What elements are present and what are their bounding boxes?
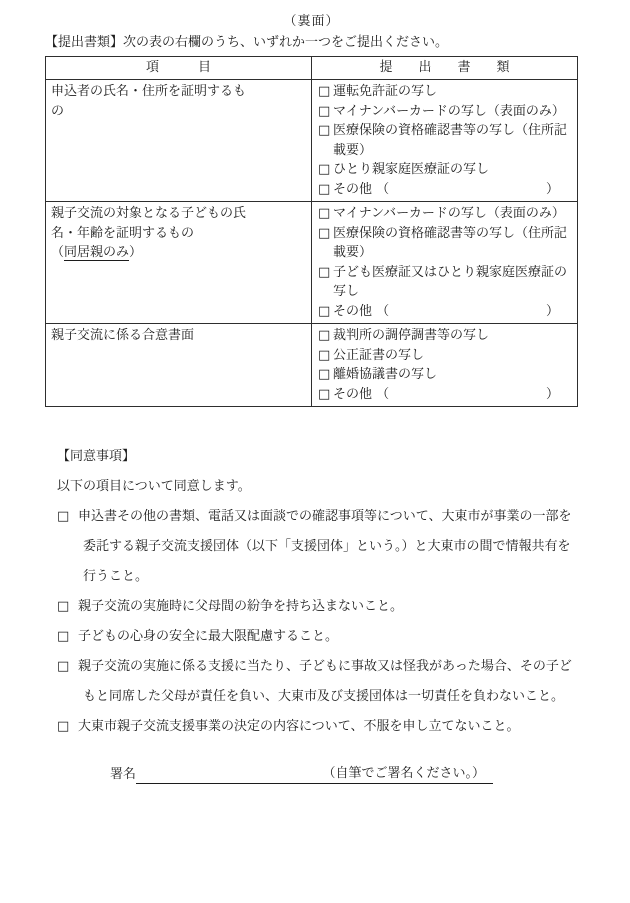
- checkbox-option: [318, 180, 573, 200]
- agreement-intro: 以下の項目について同意します。: [57, 479, 251, 494]
- checkbox-option: [318, 121, 573, 160]
- agreement-item-line: 子どもの心身の安全に最大限配慮すること。: [78, 629, 339, 644]
- checkbox-option-label: その他 （: [333, 181, 390, 197]
- submit-documents-heading: 【提出書類】次の表の右欄のうち、いずれか一つをご提出ください。: [45, 35, 449, 50]
- checkbox-icon: □: [318, 303, 331, 319]
- checkbox-icon: □: [57, 509, 70, 524]
- checkbox-option: [318, 302, 573, 322]
- table-row: [46, 202, 578, 324]
- checkbox-option-label: 運転免許証の写し: [333, 84, 438, 99]
- checkbox-option-label: その他 （: [333, 303, 390, 319]
- signature-blank-line: [136, 764, 493, 784]
- checkbox-icon: □: [318, 347, 331, 363]
- documents-cell: [312, 324, 578, 407]
- checkbox-icon: □: [318, 367, 331, 382]
- agreement-section: [45, 442, 578, 742]
- agreement-item: [57, 652, 578, 712]
- agreement-item-line: 申込書その他の書類、電話又は面談での確認事項等について、大東市が事業の一部を: [78, 509, 572, 524]
- checkbox-option-label: ひとり親家庭医療証の写し: [333, 162, 490, 177]
- signature-row: [110, 764, 578, 784]
- item-text: 親子交流の対象となる子どもの氏: [51, 206, 247, 221]
- checkbox-option-label: 離婚協議書の写し: [333, 367, 438, 382]
- item-cell: [46, 202, 312, 324]
- table-header: [46, 57, 578, 80]
- item-cell: [46, 324, 312, 407]
- agreement-item-text: [78, 652, 578, 712]
- checkbox-option: [318, 102, 573, 122]
- table-row: [46, 80, 578, 202]
- item-text: 名・年齢を証明するもの: [51, 225, 195, 241]
- signature-label: 署名: [110, 767, 137, 782]
- agreement-item-line: 大東市親子交流支援事業の決定の内容について、不服を申し立てないこと。: [78, 719, 520, 734]
- item-text: 申込者の氏名・住所を証明するも: [51, 84, 247, 99]
- documents-cell: [312, 202, 578, 324]
- checkbox-icon: □: [318, 264, 331, 280]
- agreement-item-text: [78, 622, 578, 652]
- checkbox-option-label: 子ども医療証又はひとり親家庭医療証の写し: [333, 264, 568, 299]
- blank-space: [389, 385, 546, 405]
- column-header-item: 項 目: [46, 57, 312, 80]
- agreement-item: [57, 592, 578, 622]
- checkbox-option-label: マイナンバーカードの写し（表面のみ）: [333, 103, 565, 119]
- close-paren: ）: [545, 303, 559, 319]
- item-text: 親子交流に係る合意書面: [51, 328, 195, 343]
- agreement-item: [57, 622, 578, 652]
- checkbox-option-label: マイナンバーカードの写し（表面のみ）: [333, 206, 565, 221]
- checkbox-icon: □: [318, 123, 331, 138]
- agreement-heading: 【同意事項】: [57, 449, 136, 464]
- agreement-item: [57, 712, 578, 742]
- agreement-item-line: もと同席した父母が責任を負い、大東市及び支援団体は一切責任を負わないこと。: [83, 689, 565, 704]
- checkbox-icon: □: [318, 206, 331, 221]
- checkbox-option: [318, 224, 573, 263]
- item-text: の: [51, 103, 65, 119]
- close-paren: ）: [545, 181, 559, 197]
- checkbox-icon: □: [57, 629, 70, 644]
- agreement-item-line: 委託する親子交流支援団体（以下「支援団体」という。）と大東市の間で情報共有を: [83, 539, 571, 554]
- checkbox-option: [318, 385, 573, 405]
- agreement-item-line: 親子交流の実施に係る支援に当たり、子どもに事故又は怪我があった場合、その子ど: [78, 659, 572, 674]
- checkbox-icon: □: [318, 181, 331, 197]
- checkbox-icon: □: [318, 328, 331, 343]
- checkbox-icon: □: [57, 599, 70, 614]
- page-side-label: （裏面）: [283, 14, 340, 29]
- agreement-items: [57, 502, 578, 742]
- blank-space: [389, 180, 546, 200]
- signature-note: （自筆でご署名ください。）: [322, 766, 486, 781]
- checkbox-option: [318, 326, 573, 346]
- item-note: （同居親のみ）: [51, 245, 143, 260]
- agreement-item: [57, 502, 578, 592]
- agreement-item-line: 親子交流の実施時に父母間の紛争を持ち込まないこと。: [78, 599, 404, 614]
- checkbox-option: [318, 160, 573, 180]
- checkbox-option: [318, 263, 573, 302]
- checkbox-icon: □: [318, 225, 331, 241]
- checkbox-option-label: 医療保険の資格確認書等の写し（住所記載要）: [333, 123, 568, 158]
- checkbox-icon: □: [57, 659, 70, 674]
- item-cell: [46, 80, 312, 202]
- column-header-documents: 提 出 書 類: [312, 57, 578, 80]
- submit-documents-table: [45, 56, 578, 407]
- documents-cell: [312, 80, 578, 202]
- checkbox-option: [318, 204, 573, 224]
- item-note-underlined: 同居親のみ: [64, 245, 130, 260]
- checkbox-option-label: 医療保険の資格確認書等の写し（住所記載要）: [333, 225, 568, 260]
- table-row: [46, 324, 578, 407]
- checkbox-icon: □: [318, 386, 331, 402]
- documents-table-body: [46, 80, 578, 407]
- blank-space: [389, 302, 546, 322]
- agreement-item-text: [78, 592, 578, 622]
- checkbox-icon: □: [318, 103, 331, 119]
- checkbox-option-label: 裁判所の調停調書等の写し: [333, 328, 490, 343]
- table-header-row: [46, 57, 578, 80]
- checkbox-icon: □: [57, 719, 70, 734]
- checkbox-option-label: 公正証書の写し: [333, 347, 425, 363]
- agreement-item-text: [78, 502, 578, 592]
- close-paren: ）: [545, 386, 559, 402]
- agreement-item-line: 行うこと。: [83, 569, 149, 584]
- agreement-item-text: [78, 712, 578, 742]
- checkbox-icon: □: [318, 84, 331, 99]
- checkbox-option: [318, 346, 573, 366]
- checkbox-option: [318, 82, 573, 102]
- checkbox-icon: □: [318, 162, 331, 177]
- checkbox-option: [318, 365, 573, 385]
- checkbox-option-label: その他 （: [333, 386, 390, 402]
